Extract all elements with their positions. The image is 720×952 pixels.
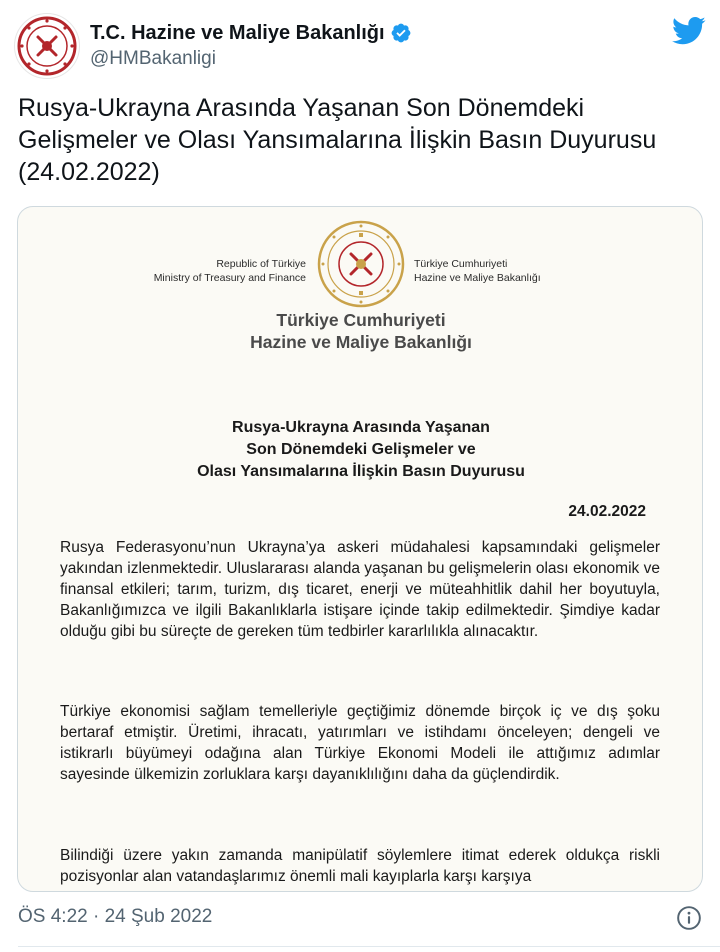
info-icon[interactable] — [676, 905, 702, 931]
document-date: 24.02.2022 — [568, 503, 646, 520]
twitter-bird-icon[interactable] — [672, 16, 706, 46]
tweet-media-image[interactable] — [17, 206, 703, 892]
document-org-line: Hazine ve Maliye Bakanlığı — [250, 332, 472, 352]
letterhead-right-line: Hazine ve Maliye Bakanlığı — [414, 272, 541, 284]
letterhead-left — [154, 257, 306, 285]
letterhead-left-line: Republic of Türkiye — [216, 258, 306, 270]
ministry-logo-icon — [15, 14, 79, 78]
author-handle[interactable]: @HMBakanligi — [90, 48, 216, 69]
letterhead-left-line: Ministry of Treasury and Finance — [153, 272, 306, 284]
document-title-line: Rusya-Ukrayna Arasında Yaşanan — [232, 419, 490, 436]
document-title-line: Olası Yansımalarına İlişkin Basın Duyurusu — [197, 463, 525, 480]
ministry-seal-icon — [316, 219, 406, 309]
letterhead-right — [414, 257, 541, 285]
verified-badge-icon — [390, 22, 412, 44]
letterhead-right-line: Türkiye Cumhuriyeti — [414, 258, 508, 270]
document-paragraph: Rusya Federasyonu’nun Ukrayna’ya askeri müdahalesi kapsamındaki gelişmeler yakından izlenmektedir. Uluslararası alanda yaşanan bu gelişmelerin olası ekonomik ve finansal etkileri; tarım, turizm, dış ticaret, enerji ve müteahhitlik dahil her boyutuyla, Bakanlığımızca ve ilgili Bakanlıklarla istişare içinde takip edilmektedir. Şimdiye kadar olduğu gibi bu süreçte de gereken tüm tedbirler kararlılıkla alınacaktır. — [60, 539, 660, 640]
document-paragraph: Bilindiği üzere yakın zamanda manipülatif söylemlere itimat ederek oldukça riskli pozisyonlar alan vatandaşlarımız önemli mali kayıplarla karşı karşıya — [60, 847, 660, 885]
document-org-line: Türkiye Cumhuriyeti — [276, 310, 446, 330]
document-paragraph: Türkiye ekonomisi sağlam temelleriyle geçtiğimiz dönemde birçok iç ve dış şoku bertaraf etmiştir. Üretimi, ihracatı, yatırımları ve istihdamı önceleyen; dengeli ve istikrarlı büyümeyi odağına alan Türkiye Ekonomi Modeli ile attığımız adımlar sayesinde ülkemizin zorluklara karşı dayanıklılığını daha da güçlendirdik. — [60, 703, 660, 783]
letterhead — [18, 219, 702, 309]
document-organization — [18, 309, 703, 353]
display-name[interactable]: T.C. Hazine ve Maliye Bakanlığı — [90, 21, 385, 44]
footer-divider — [18, 946, 720, 947]
document-title — [18, 417, 703, 483]
document-title-line: Son Dönemdeki Gelişmeler ve — [246, 441, 476, 458]
avatar[interactable] — [14, 13, 80, 79]
tweet-timestamp[interactable]: ÖS 4:22 · 24 Şub 2022 — [18, 906, 213, 927]
author-name-row[interactable] — [90, 20, 412, 46]
tweet-text: Rusya-Ukrayna Arasında Yaşanan Son Dönemdeki Gelişmeler ve Olası Yansımalarına İlişkin Basın Duyurusu (24.02.2022) — [18, 94, 657, 186]
